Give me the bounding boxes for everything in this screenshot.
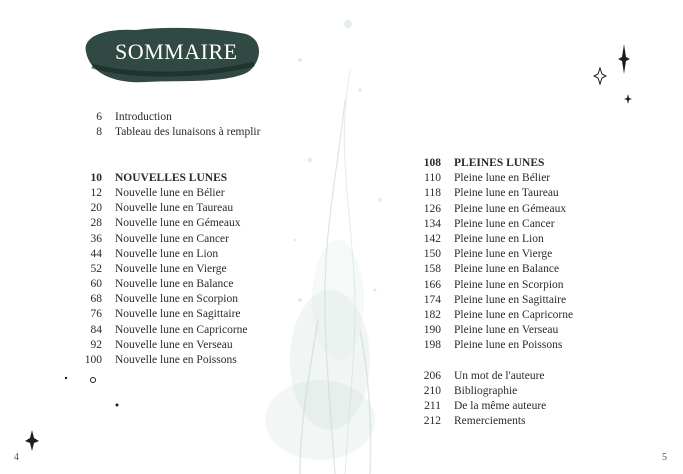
toc-page-number: 10 (90, 171, 102, 184)
toc-label: Pleine lune en Sagittaire (454, 293, 567, 306)
toc-page-number: 76 (90, 308, 102, 321)
toc-entry[interactable] (412, 232, 573, 247)
toc-entry[interactable] (76, 323, 260, 338)
toc-page-number: 166 (423, 278, 441, 291)
toc-label: Pleine lune en Lion (454, 232, 544, 245)
toc-label: Nouvelle lune en Bélier (115, 186, 225, 199)
toc-label: Bibliographie (454, 384, 518, 397)
toc-entry[interactable] (76, 353, 260, 368)
star-small-icon (624, 94, 632, 104)
toc-entry[interactable] (412, 369, 573, 384)
small-dot-icon (65, 377, 67, 379)
toc-label: Nouvelle lune en Verseau (115, 338, 233, 351)
toc-label: Remerciements (454, 415, 526, 428)
small-dot-icon (116, 404, 119, 407)
toc-entry[interactable] (412, 278, 573, 293)
toc-page-number: 150 (423, 248, 441, 261)
star-corner-icon (25, 430, 39, 451)
toc-label: Nouvelle lune en Gémeaux (115, 217, 241, 230)
toc-entry[interactable] (76, 247, 260, 262)
toc-label: Pleine lune en Balance (454, 263, 560, 276)
star-outline-icon (594, 68, 606, 84)
toc-page-number: 84 (90, 323, 102, 336)
watercolor-spray (265, 20, 382, 474)
toc-entry[interactable] (76, 262, 260, 277)
toc-page-number: 6 (96, 111, 102, 123)
toc-page-number: 212 (423, 415, 441, 428)
toc-entry[interactable] (76, 307, 260, 322)
toc-page-number: 20 (90, 202, 102, 215)
toc-label: Pleine lune en Poissons (454, 339, 563, 352)
toc-page-number: 126 (423, 202, 441, 215)
toc-page-number: 211 (424, 400, 441, 412)
toc-page-number: 174 (423, 293, 441, 306)
page-title: SOMMAIRE (115, 39, 238, 64)
toc-page-number: 12 (90, 186, 102, 199)
page-number-left: 4 (14, 452, 19, 463)
toc-entry[interactable] (412, 202, 573, 217)
toc-entry[interactable] (412, 217, 573, 232)
toc-entry[interactable] (76, 186, 260, 201)
toc-page-number: 206 (423, 369, 441, 382)
toc-label: Tableau des lunaisons à remplir (115, 126, 261, 139)
toc-label: Pleine lune en Gémeaux (454, 202, 567, 215)
toc-label: PLEINES LUNES (454, 157, 545, 169)
toc-entry[interactable] (76, 125, 260, 140)
toc-entry[interactable] (412, 414, 573, 429)
toc-label: Nouvelle lune en Lion (115, 247, 219, 260)
toc-entry[interactable] (76, 110, 260, 125)
toc-label: Nouvelle lune en Scorpion (115, 293, 238, 306)
toc-right-column (412, 156, 573, 429)
toc-entry[interactable] (76, 201, 260, 216)
toc-entry[interactable] (412, 293, 573, 308)
toc-label: Pleine lune en Capricorne (454, 308, 574, 321)
toc-page-number: 142 (423, 232, 441, 245)
toc-label: Nouvelle lune en Sagittaire (115, 308, 241, 321)
toc-entry[interactable] (412, 186, 573, 201)
toc-entry[interactable] (412, 384, 573, 399)
toc-label: Pleine lune en Vierge (454, 248, 553, 261)
toc-entry[interactable] (76, 216, 260, 231)
toc-page-number: 190 (423, 324, 441, 337)
page-number-right: 5 (662, 452, 667, 463)
toc-page-number: 28 (90, 217, 102, 230)
toc-page-number: 60 (90, 278, 102, 291)
toc-entry[interactable] (412, 338, 573, 353)
toc-entry[interactable] (76, 338, 260, 353)
toc-page-number: 52 (90, 262, 102, 275)
toc-label: Pleine lune en Verseau (454, 324, 559, 337)
toc-entry[interactable] (412, 323, 573, 338)
toc-page-number: 110 (424, 172, 441, 185)
toc-entry[interactable] (76, 292, 260, 307)
toc-entry[interactable] (412, 262, 573, 277)
toc-page-number: 68 (90, 293, 102, 306)
toc-entry[interactable] (412, 171, 573, 186)
toc-label: Pleine lune en Bélier (454, 172, 551, 185)
toc-page-number: 134 (423, 217, 441, 230)
toc-page-number: 210 (423, 384, 441, 397)
toc-label: Introduction (115, 111, 172, 123)
toc-page-number: 44 (90, 247, 102, 260)
toc-page-number: 36 (90, 232, 102, 245)
toc-page-number: 8 (96, 126, 102, 139)
toc-label: Pleine lune en Scorpion (454, 278, 564, 291)
toc-label: De la même auteure (454, 400, 547, 412)
toc-label: Nouvelle lune en Capricorne (115, 323, 248, 336)
toc-label: Nouvelle lune en Poissons (115, 354, 237, 366)
toc-page-number: 198 (423, 339, 441, 352)
toc-entry[interactable] (412, 247, 573, 262)
ring-icon (91, 378, 96, 383)
toc-label: Nouvelle lune en Vierge (115, 262, 227, 275)
star-large-icon (618, 44, 630, 74)
toc-label: Pleine lune en Cancer (454, 217, 555, 230)
toc-page-number: 118 (424, 187, 441, 200)
toc-entry[interactable] (76, 277, 260, 292)
toc-label: Nouvelle lune en Cancer (115, 232, 229, 245)
toc-section-heading[interactable] (76, 171, 260, 186)
toc-page-number: 108 (423, 157, 441, 169)
toc-left-column (76, 110, 260, 368)
title-block (76, 22, 266, 86)
toc-page-number: 158 (423, 263, 441, 276)
toc-page-number: 92 (90, 338, 102, 351)
toc-label: Nouvelle lune en Balance (115, 278, 234, 291)
toc-label: NOUVELLES LUNES (115, 171, 228, 184)
toc-page-number: 182 (423, 308, 441, 321)
toc-page-number: 100 (84, 354, 102, 366)
toc-entry[interactable] (412, 399, 573, 414)
toc-label: Nouvelle lune en Taureau (115, 202, 234, 215)
toc-label: Un mot de l'auteure (454, 369, 545, 382)
toc-entry[interactable] (412, 308, 573, 323)
toc-label: Pleine lune en Taureau (454, 187, 559, 200)
toc-section-heading[interactable] (412, 156, 573, 171)
toc-entry[interactable] (76, 232, 260, 247)
